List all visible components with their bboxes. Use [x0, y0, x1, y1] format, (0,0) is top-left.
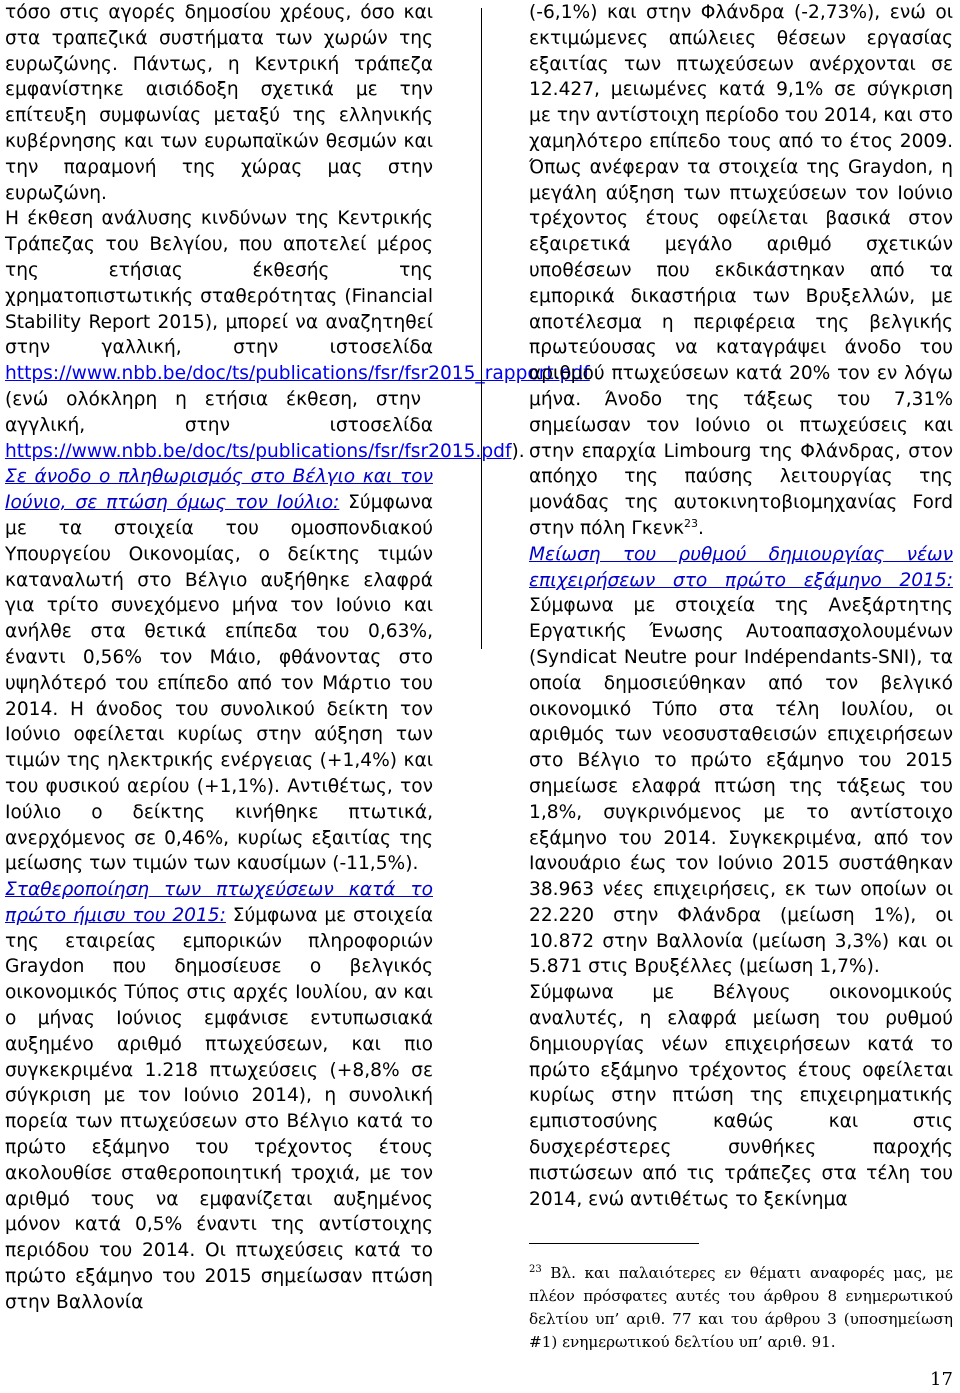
- paragraph-text: Σύμφωνα με στοιχεία της εταιρείας εμπορικών πληροφοριών Graydon που δημοσίευσε ο βελγικός οικονομικός Τύπος στις αρχές Ιουλίου, αν και ο μήνας Ιούνιος εμφάνισε εντυπωσιακά αυξημένο αριθμό πτωχεύσεων, και πιο συγκεκριμένα 1.218 πτωχεύσεις (+8,8% σε σύγκριση με τον Ιούνιο 2014), η συνολική πορεία των πτωχεύσεων στο Βέλγιο κατά το πρώτο εξάμηνο του τρέχοντος έτους ακολουθίσε σταθεροποιητική τροχιά, με τον αριθμό τους να εμφανίζεται αυξημένος μόνον κατά 0,5% έναντι της αντίστοιχης περιόδου του 2014. Οι πτωχεύσεις κατά το πρώτο εξάμηνο του 2015 σημείωσαν πτώση στην Βαλλονία: [5, 904, 433, 1313]
- paragraph-text: Σύμφωνα με στοιχεία της Ανεξάρτητης Εργατικής Ένωσης Αυτοαπασχολουμένων (Syndicat Neutre pour Indépendants-SNI), τα οποία δημοσιεύθηκαν από τον βελγικό οικονομικό Τύπο στα τέλη Ιουλίου, οι αριθμός των νεοσυσταθεισών επιχειρήσεων στο Βέλγιο το πρώτο εξάμηνο του 2015 σημείωσε ελαφρά πτώση της τάξεως του 1,8%, συγκρινόμενος με το αντίστοιχο εξάμηνο του 2014. Συγκεκριμένα, από τον Ιανουάριο έως τον Ιούνιο 2015 συστάθηκαν 38.963 νέες επιχειρήσεις, εκ των οποίων οι 22.220 στην Φλάνδρα (μείωση 1%), οι 10.872 στην Βαλλονία (μείωση 3,3%) και οι 5.871 στις Βρυξέλλες (μείωση 1,7%).: [529, 595, 953, 978]
- paragraph-text: Σύμφωνα με τα στοιχεία του ομοσπονδιακού Υπουργείου Οικονομίας, ο δείκτης τιμών καταναλωτή στο Βέλγιο αυξήθηκε ελαφρά για τρίτο συνεχόμενο μήνα τον Ιούνιο και ανήλθε στα θετικά επίπεδα του 0,63%, έναντι 0,56% τον Μάιο, φθάνοντας στο υψηλότερό του επίπεδο από τον Μάρτιο του 2014. Η άνοδος του συνολικού δείκτη τον Ιούνιο οφείλεται κυρίως στην αύξηση των τιμών της ηλεκτρικής ενέργειας (+1,4%) και του φυσικού αερίου (+1,1%). Αντιθέτως, τον Ιούλιο ο δείκτης κινήθηκε πτωτικά, ανερχόμενος σε 0,46%, κυρίως εξαιτίας της μείωσης των τιμών των καυσίμων (-11,5%).: [5, 492, 433, 875]
- paragraph-bankruptcies: [5, 877, 433, 1316]
- paragraph: Σύμφωνα με Βέλγους οικονομικούς αναλυτές, η ελαφρά μείωση του ρυθμού δημιουργίας νέων επιχειρήσεων κατά το πρώτο εξάμηνο τρέχοντος έτους οφείλεται κυρίως στην πτώση της επιχειρηματικής εμπιστοσύνης καθώς και στις δυσχερέστερες συνθήκες παροχής πιστώσεων από τις τράπεζες στα τέλη του 2014, ενώ αντιθέτως το ξεκίνημα: [529, 982, 953, 1210]
- footnote-mark: 23: [529, 1263, 542, 1275]
- paragraph-text: (ενώ ολόκληρη η ετήσια έκθεση, στην αγγλική, στην ιστοσελίδα: [5, 388, 433, 436]
- section-heading-inflation: Σε άνοδο ο πληθωρισμός στο Βέλγιο και τον Ιούνιο, σε πτώση όμως τον Ιούλιο:: [5, 466, 433, 514]
- footnote: [529, 1262, 953, 1354]
- paragraph-inflation: [5, 464, 433, 877]
- section-heading-bankruptcies: Σταθεροποίηση των πτωχεύσεων κατά το πρώτο ήμισυ του 2015:: [5, 879, 433, 926]
- page-number: 17: [930, 1369, 953, 1390]
- paragraph-text: .: [698, 517, 704, 539]
- footnote-reference[interactable]: 23: [684, 516, 699, 530]
- paragraph-text: Η έκθεση ανάλυσης κινδύνων της Κεντρικής Τράπεζας του Βελγίου, που αποτελεί μέρος της ετήσιας έκθεσής της χρηματοπιστωτικής σταθερότητας (Financial Stability Report 2015), μπορεί να αναζητηθεί στην γαλλική, στην ιστοσελίδα: [5, 208, 433, 359]
- column-divider: [481, 8, 482, 649]
- paragraph-text: ).: [511, 440, 525, 462]
- paragraph-text: (-6,1%) και στην Φλάνδρα (-2,73%), ενώ οι εκτιμώμενες απώλειες θέσεων εργασίας εξαιτίας των πτωχεύσεων ανέρχονται σε 12.427, μειωμένες κατά 9,1% σε σύγκριση με την αντίστοιχη περίοδο του 2014, και στο χαμηλότερο επίπεδο τους από το έτος 2009. Όπως ανέφεραν τα στοιχεία της Graydon, η μεγάλη αύξηση των πτωχεύσεων τον Ιούνιο τρέχοντος έτους οφείλεται βασικά στον εξαιρετικά μεγάλο αριθμό σχετικών υποθέσεων που εκδικάστηκαν από τα εμπορικά δικαστήρια των Βρυξελλών, με αποτέλεσμα η περιφέρεια της βελγικής πρωτεύουσας να καταγράψει άνοδο του αριθμού πτωχεύσεων κατά 20% τον εν λόγω μήνα. Άνοδο της τάξεως του 7,31% σημείωσαν τον Ιούνιο οι πτωχεύσεις και στην επαρχία Limbourg της Φλάνδρας, στον απόηχο της παύσης λειτουργίας της μονάδας της αυτοκινητοβιομηχανίας Ford στην πόλη Γκενκ: [529, 2, 953, 539]
- paragraph: τόσο στις αγορές δημοσίου χρέους, όσο και στα τραπεζικά συστήματα των χωρών της ευρωζώνης. Πάντως, η Κεντρική τράπεζα εμφανίστηκε αισιόδοξη σχετικά με την επίτευξη συμφωνίας μεταξύ της ελληνικής κυβέρνησης και των ευρωπαϊκών θεσμών και την παραμονή της χώρας μας στην ευρωζώνη.: [5, 2, 433, 204]
- report-link-english[interactable]: https://www.nbb.be/doc/ts/publications/fsr/fsr2015.pdf: [5, 440, 512, 462]
- right-column: [529, 0, 953, 1212]
- report-link-french[interactable]: https://www.nbb.be/doc/ts/publications/fsr/fsr2015_rapport.pdf: [5, 363, 590, 385]
- paragraph-report-reference: [5, 206, 590, 464]
- footnote-separator: [529, 1243, 699, 1244]
- footnote-text: Βλ. και παλαιότερες εν θέματι αναφορές μας, με πλέον πρόσφατες αυτές του άρθρου 8 ενημερωτικού δελτίου υπ’ αριθ. 77 και του άρθρου 3 (υποσημείωση #1) ενημερωτικού δελτίου υπ’ αριθ. 91.: [529, 1264, 953, 1351]
- paragraph-new-businesses: [529, 542, 953, 981]
- section-heading-new-businesses: Μείωση του ρυθμού δημιουργίας νέων επιχειρήσεων στο πρώτο εξάμηνο 2015:: [529, 543, 953, 591]
- paragraph: [529, 0, 953, 542]
